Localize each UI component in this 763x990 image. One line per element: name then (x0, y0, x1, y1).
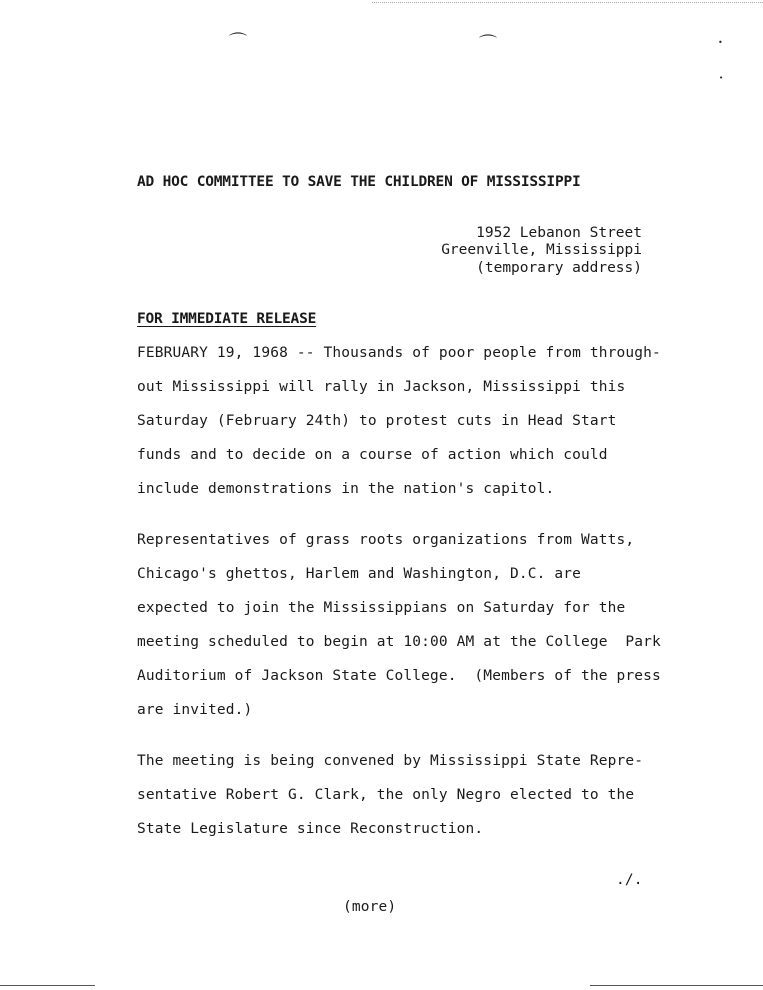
paragraph-line: funds and to decide on a course of action which could (137, 447, 608, 463)
paragraph-line: Representatives of grass roots organizations from Watts, (137, 532, 635, 548)
bottom-rule-right (590, 985, 763, 986)
paragraph-line: Saturday (February 24th) to protest cuts in Head Start (137, 413, 617, 429)
paragraph-line: sentative Robert G. Clark, the only Negro elected to the (137, 787, 635, 803)
continuation-mark: ./. (616, 872, 643, 888)
address-line-1: 1952 Lebanon Street (476, 225, 642, 241)
paragraph-line: State Legislature since Reconstruction. (137, 821, 484, 837)
paragraph-line: Auditorium of Jackson State College. (Members of the press (137, 668, 661, 684)
address-line-2: Greenville, Mississippi (441, 242, 642, 258)
paragraph-line: include demonstrations in the nation's capitol. (137, 481, 555, 497)
speck-mark-2: • (719, 74, 724, 82)
bottom-rule-left (0, 985, 95, 986)
address-line-3: (temporary address) (476, 260, 642, 276)
paragraph-line: are invited.) (137, 702, 253, 718)
paragraph-line: The meeting is being convened by Mississippi State Repre- (137, 753, 644, 769)
paragraph-line: out Mississippi will rally in Jackson, Mississippi this (137, 379, 626, 395)
punch-mark-left: ⌒ (229, 32, 247, 53)
punch-mark-center: ⌒ (479, 34, 497, 55)
speck-mark-1: • (718, 38, 723, 47)
paragraph-line: FEBRUARY 19, 1968 -- Thousands of poor people from through- (137, 345, 661, 361)
more-footer: (more) (343, 899, 397, 915)
paragraph-line: expected to join the Mississippians on Saturday for the (137, 600, 626, 616)
top-edge-rule (372, 2, 763, 3)
paragraph-line: Chicago's ghettos, Harlem and Washington, D.C. are (137, 566, 581, 582)
paragraph-line: meeting scheduled to begin at 10:00 AM at the College Park (137, 634, 661, 650)
committee-heading: AD HOC COMMITTEE TO SAVE THE CHILDREN OF MISSISSIPPI (137, 174, 581, 190)
release-label: FOR IMMEDIATE RELEASE (137, 311, 317, 327)
